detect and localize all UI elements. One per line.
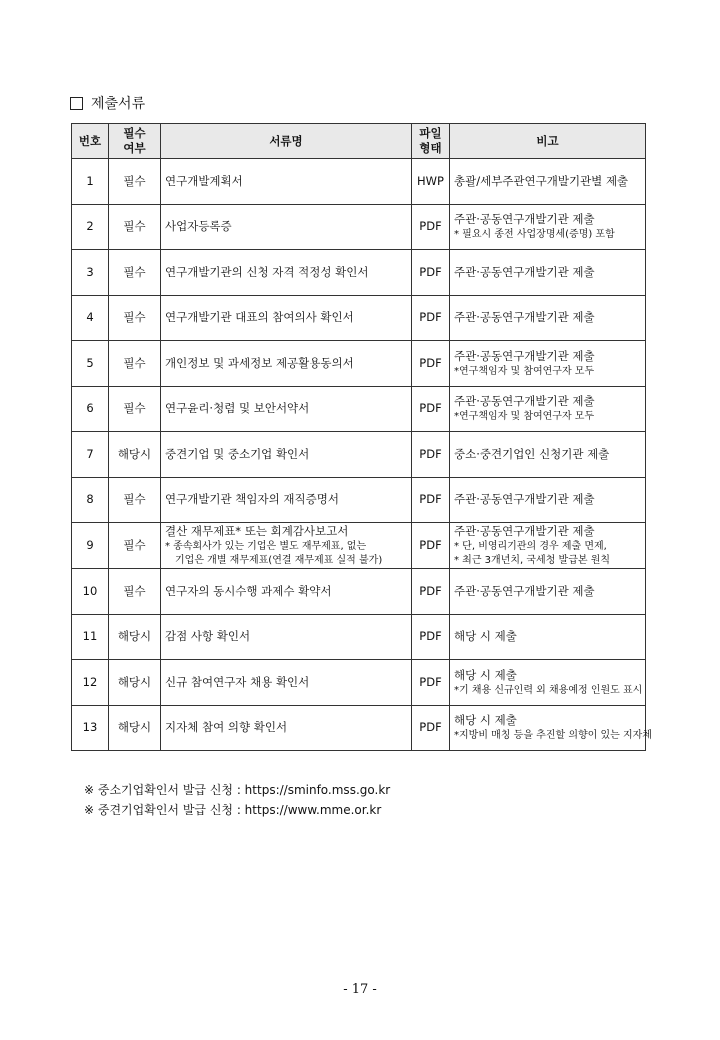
header-note: 비고 (450, 124, 646, 159)
checkbox-square-icon (70, 97, 83, 110)
row-note (450, 250, 646, 296)
row-required: 필수 (109, 477, 161, 523)
certificate-links (84, 780, 390, 820)
row-number: 4 (72, 295, 109, 341)
doc-name-line: 개인정보 및 과세정보 제공활용동의서 (165, 355, 354, 370)
sme-certificate-link: ※ 중소기업확인서 발급 신청 : https://sminfo.mss.go.kr (84, 783, 391, 797)
row-required: 필수 (109, 250, 161, 296)
note-line: 주관·공동연구개발기관 제출 (454, 348, 595, 363)
row-filetype: PDF (412, 386, 450, 432)
header-filetype: 파일 형태 (412, 124, 450, 159)
doc-name-line: 중견기업 및 중소기업 확인서 (165, 446, 310, 461)
table-row (72, 341, 646, 387)
row-note (450, 204, 646, 250)
note-line: 주관·공동연구개발기관 제출 (454, 492, 595, 507)
note-line: * 최근 3개년치, 국세청 발급본 원칙 (454, 555, 611, 566)
table-row (72, 477, 646, 523)
header-required: 필수 여부 (109, 124, 161, 159)
table-row (72, 159, 646, 205)
row-doc-name (161, 295, 412, 341)
row-doc-name (161, 614, 412, 660)
row-doc-name (161, 341, 412, 387)
note-line: 총괄/세부주관연구개발기관별 제출 (454, 173, 629, 188)
row-number: 7 (72, 432, 109, 478)
doc-name-line: 연구개발기관 대표의 참여의사 확인서 (165, 310, 354, 325)
header-name: 서류명 (161, 124, 412, 159)
note-line: * 단, 비영리기관의 경우 제출 면제, (454, 541, 607, 552)
row-filetype: PDF (412, 432, 450, 478)
section-title: 제출서류 (91, 96, 146, 112)
note-line: 중소·중견기업인 신청기관 제출 (454, 446, 610, 461)
page-number: - 17 - (343, 982, 377, 997)
row-number: 5 (72, 341, 109, 387)
row-number: 1 (72, 159, 109, 205)
row-filetype: PDF (412, 523, 450, 569)
row-note (450, 295, 646, 341)
row-note (450, 386, 646, 432)
row-doc-name (161, 204, 412, 250)
table-row (72, 295, 646, 341)
doc-name-line: 사업자등록증 (165, 219, 232, 234)
row-number: 2 (72, 204, 109, 250)
row-doc-name (161, 660, 412, 706)
note-line: *지방비 매칭 등을 추진할 의향이 있는 지자체 (454, 730, 652, 742)
row-note (450, 614, 646, 660)
row-number: 6 (72, 386, 109, 432)
row-note (450, 569, 646, 615)
row-filetype: PDF (412, 614, 450, 660)
row-number: 10 (72, 569, 109, 615)
row-filetype: PDF (412, 660, 450, 706)
table-header-row (72, 124, 646, 159)
row-filetype: PDF (412, 569, 450, 615)
doc-name-line: 연구윤리·청렴 및 보안서약서 (165, 401, 310, 416)
row-doc-name (161, 523, 412, 569)
row-number: 8 (72, 477, 109, 523)
row-filetype: PDF (412, 250, 450, 296)
row-doc-name (161, 477, 412, 523)
doc-name-line: * 종속회사가 있는 기업은 별도 재무제표, 없는 (165, 541, 367, 552)
row-number: 3 (72, 250, 109, 296)
doc-name-line: 감점 사항 확인서 (165, 629, 251, 644)
row-note (450, 159, 646, 205)
row-number: 9 (72, 523, 109, 569)
row-required: 해당시 (109, 705, 161, 751)
note-line: 주관·공동연구개발기관 제출 (454, 583, 595, 598)
note-line: * 필요시 종전 사업장명세(증명) 포함 (454, 229, 615, 241)
table-row (72, 705, 646, 751)
row-doc-name (161, 250, 412, 296)
row-number: 13 (72, 705, 109, 751)
header-no: 번호 (72, 124, 109, 159)
table-row (72, 432, 646, 478)
row-filetype: PDF (412, 705, 450, 751)
note-line: 주관·공동연구개발기관 제출 (454, 264, 595, 279)
row-filetype: PDF (412, 204, 450, 250)
note-line: 주관·공동연구개발기관 제출 (454, 524, 595, 538)
row-doc-name (161, 432, 412, 478)
doc-name-line: 연구개발기관 책임자의 재직증명서 (165, 492, 339, 507)
note-line: 주관·공동연구개발기관 제출 (454, 394, 595, 409)
row-doc-name (161, 705, 412, 751)
row-filetype: PDF (412, 341, 450, 387)
row-doc-name (161, 569, 412, 615)
row-doc-name (161, 386, 412, 432)
row-note (450, 477, 646, 523)
note-line: *연구책임자 및 참여연구자 모두 (454, 365, 595, 377)
row-required: 필수 (109, 386, 161, 432)
row-required: 해당시 (109, 614, 161, 660)
doc-name-line: 연구개발기관의 신청 자격 적정성 확인서 (165, 264, 369, 279)
doc-name-line: 연구자의 동시수행 과제수 확약서 (165, 583, 332, 598)
note-line: *연구책임자 및 참여연구자 모두 (454, 411, 595, 423)
row-note (450, 341, 646, 387)
table-row (72, 523, 646, 569)
row-number: 11 (72, 614, 109, 660)
note-line: 주관·공동연구개발기관 제출 (454, 212, 595, 227)
row-note (450, 523, 646, 569)
note-line: *기 채용 신규인력 외 채용예정 인원도 표시 (454, 684, 643, 696)
doc-name-line: 신규 참여연구자 채용 확인서 (165, 674, 310, 689)
row-required: 필수 (109, 341, 161, 387)
note-line: 해당 시 제출 (454, 629, 517, 644)
row-note (450, 660, 646, 706)
row-required: 해당시 (109, 432, 161, 478)
doc-name-line: 지자체 참여 의향 확인서 (165, 720, 288, 735)
doc-name-line: 기업은 개별 재무제표(연결 재무제표 실적 불가) (175, 555, 383, 566)
row-required: 필수 (109, 569, 161, 615)
row-required: 필수 (109, 523, 161, 569)
row-filetype: HWP (412, 159, 450, 205)
doc-name-line: 연구개발계획서 (165, 173, 243, 188)
row-filetype: PDF (412, 295, 450, 341)
table-row (72, 386, 646, 432)
submission-documents-table (71, 123, 652, 751)
table-row (72, 569, 646, 615)
note-line: 해당 시 제출 (454, 713, 517, 728)
table-row (72, 660, 646, 706)
row-required: 필수 (109, 295, 161, 341)
row-doc-name (161, 159, 412, 205)
note-line: 주관·공동연구개발기관 제출 (454, 310, 595, 325)
midsize-certificate-link: ※ 중견기업확인서 발급 신청 : https://www.mme.or.kr (84, 803, 382, 817)
table-row (72, 204, 646, 250)
note-line: 해당 시 제출 (454, 667, 517, 682)
row-note (450, 432, 646, 478)
row-required: 필수 (109, 159, 161, 205)
section-heading (70, 93, 145, 113)
row-note (450, 705, 652, 751)
row-filetype: PDF (412, 477, 450, 523)
table-row (72, 614, 646, 660)
row-required: 해당시 (109, 660, 161, 706)
table-row (72, 250, 646, 296)
row-number: 12 (72, 660, 109, 706)
doc-name-line: 결산 재무제표* 또는 회계감사보고서 (165, 524, 349, 538)
row-required: 필수 (109, 204, 161, 250)
